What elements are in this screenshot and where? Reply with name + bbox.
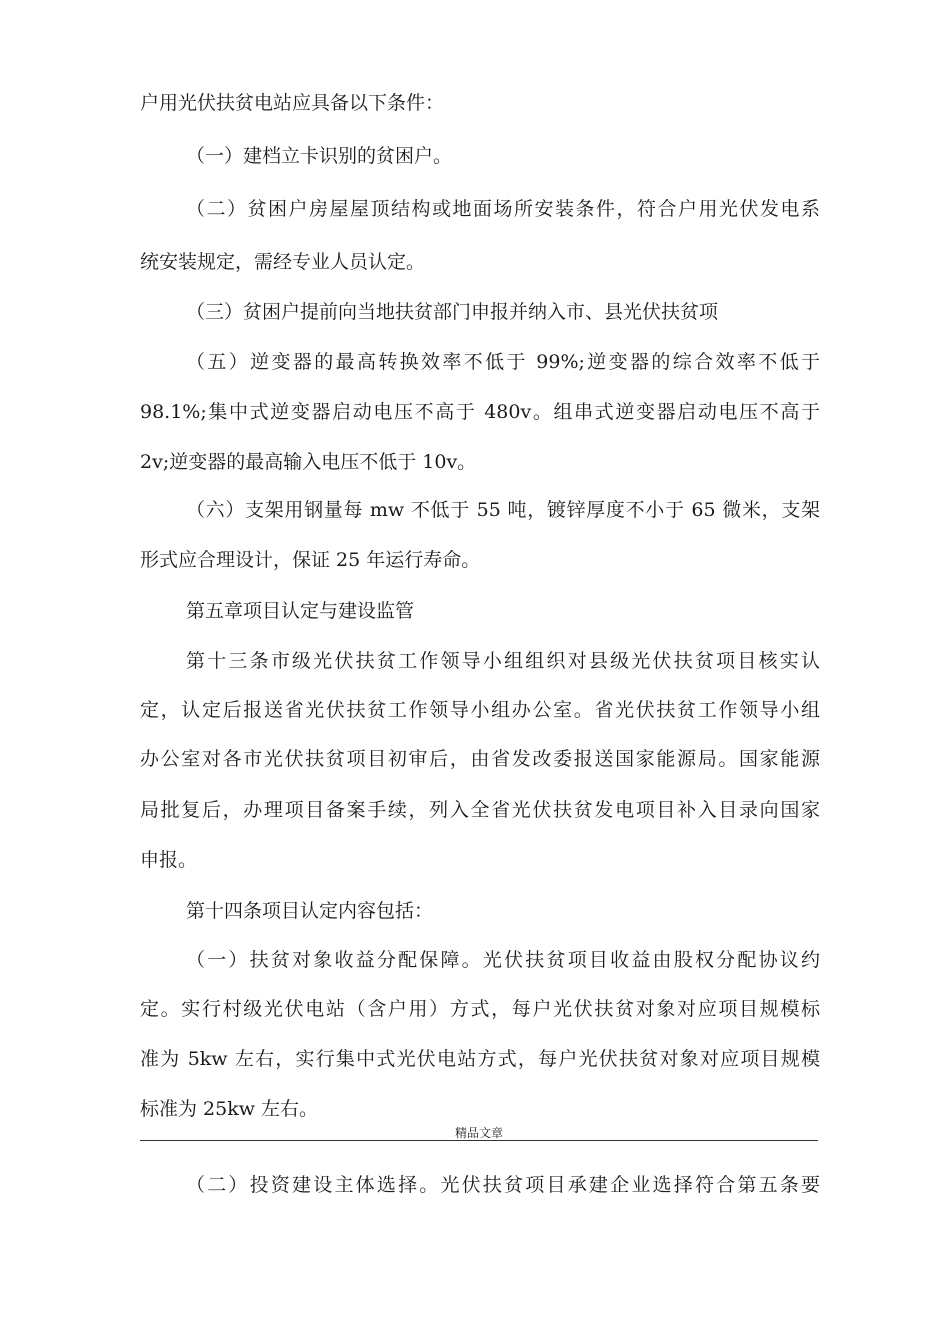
text-line: （六）支架用钢量每 mw 不低于 55 吨，镀锌厚度不小于 65 微米，支架 [186,499,820,521]
text-line: （二）投资建设主体选择。光伏扶贫项目承建企业选择符合第五条要 [186,1174,820,1196]
text-line: 户用光伏扶贫电站应具备以下条件： [140,92,445,114]
text-line: 2v;逆变器的最高输入电压不低于 10v。 [140,451,477,473]
text-line: （三）贫困户提前向当地扶贫部门申报并纳入市、县光伏扶贫项 [186,301,719,323]
text-line: 定。实行村级光伏电站（含户用）方式，每户光伏扶贫对象对应项目规模标 [140,998,820,1020]
text-line: （一）建档立卡识别的贫困户。 [186,145,453,167]
chapter-heading: 第五章项目认定与建设监管 [186,600,415,622]
text-line: （一）扶贫对象收益分配保障。光伏扶贫项目收益由股权分配协议约 [186,949,820,971]
text-line: 统安装规定，需经专业人员认定。 [140,251,426,273]
text-line: 98.1%;集中式逆变器启动电压不高于 480v。组串式逆变器启动电压不高于 [140,401,820,423]
text-line: （二）贫困户房屋屋顶结构或地面场所安装条件，符合户用光伏发电系 [186,198,820,220]
text-line: 准为 5kw 左右，实行集中式光伏电站方式，每户光伏扶贫对象对应项目规模 [140,1048,820,1070]
text-line: 定，认定后报送省光伏扶贫工作领导小组办公室。省光伏扶贫工作领导小组 [140,699,820,721]
text-line: 申报。 [140,849,198,871]
text-line: 第十四条项目认定内容包括： [186,900,434,922]
text-line: 第十三条市级光伏扶贫工作领导小组组织对县级光伏扶贫项目核实认 [186,650,820,672]
footer-divider [140,1140,818,1141]
text-line: 办公室对各市光伏扶贫项目初审后，由省发改委报送国家能源局。国家能源 [140,748,820,770]
text-line: 形式应合理设计，保证 25 年运行寿命。 [140,549,481,571]
text-line: （五）逆变器的最高转换效率不低于 99%;逆变器的综合效率不低于 [186,351,820,373]
text-line: 局批复后，办理项目备案手续，列入全省光伏扶贫发电项目补入目录向国家 [140,799,820,821]
text-line: 标准为 25kw 左右。 [140,1098,319,1120]
footer-label: 精品文章 [454,1126,503,1140]
